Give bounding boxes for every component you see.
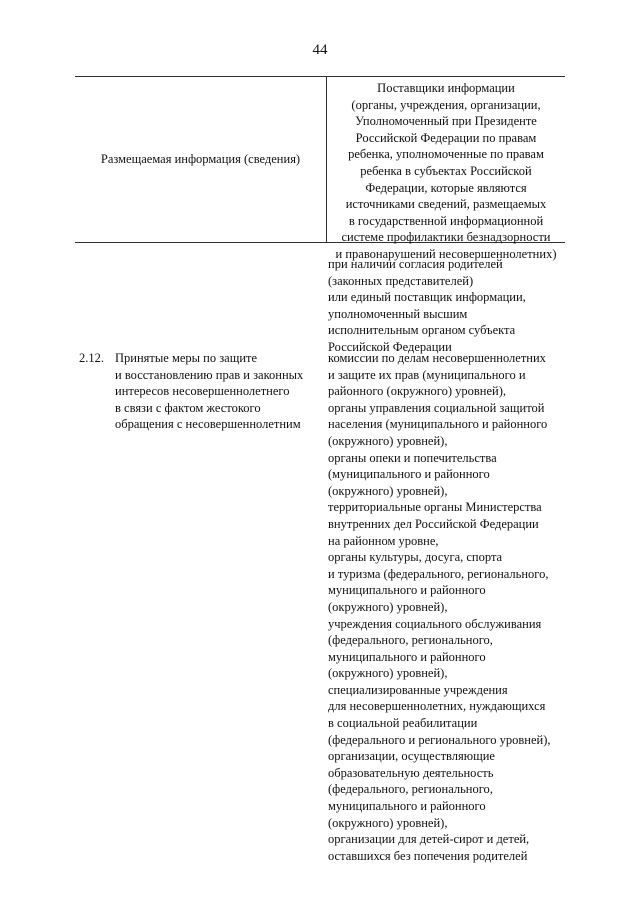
header-suppliers-line: Уполномоченный при Президенте [355, 114, 537, 129]
row-supplier-line: (федерального и регионального уровней), [328, 732, 551, 747]
continued-line: при наличии согласия родителей [328, 257, 503, 271]
header-suppliers-column [327, 80, 565, 263]
row-info-line: Принятые меры по защите [115, 351, 258, 365]
row-supplier-line: и туризма (федерального, регионального, [328, 566, 549, 581]
row-number: 2.12. [79, 351, 104, 365]
header-suppliers-line: (органы, учреждения, организации, [351, 97, 541, 112]
row-suppliers-text [328, 350, 568, 864]
header-info-label: Размещаемая информация (сведения) [100, 152, 301, 166]
row-supplier-line: организации для детей-сирот и детей, [328, 832, 530, 847]
header-suppliers-line: системе профилактики безнадзорности [341, 230, 551, 245]
row-info-text [115, 350, 320, 433]
continued-line: исполнительным органом субъекта [328, 323, 516, 338]
row-supplier-line: муниципального и районного [328, 583, 486, 598]
row-supplier-line: муниципального и районного [328, 649, 486, 664]
row-supplier-line: и защите их прав (муниципального и [328, 367, 526, 382]
row-supplier-line: органы опеки и попечительства [328, 450, 497, 465]
row-supplier-line: комиссии по делам несовершеннолетних [328, 351, 546, 365]
row-supplier-line: (федерального, регионального, [328, 782, 493, 797]
row-supplier-line: образовательную деятельность [328, 765, 494, 780]
row-supplier-line: оставшихся без попечения родителей [328, 848, 528, 863]
row-supplier-line: специализированные учреждения [328, 682, 508, 697]
continued-line: Российской Федерации [328, 339, 452, 354]
header-suppliers-line: источниками сведений, размещаемых [345, 197, 547, 212]
continued-line: (законных представителей) [328, 273, 474, 288]
row-supplier-line: учреждения социального обслуживания [328, 616, 542, 631]
header-suppliers-line: в государственной информационной [348, 213, 544, 228]
row-supplier-line: органы культуры, досуга, спорта [328, 550, 503, 565]
row-supplier-line: населения (муниципального и районного [328, 417, 548, 432]
continued-line: или единый поставщик информации, [328, 290, 526, 305]
row-info-line: интересов несовершеннолетнего [115, 384, 290, 399]
row-supplier-line: (окружного) уровней), [328, 666, 448, 681]
row-supplier-line: (окружного) уровней), [328, 599, 448, 614]
row-supplier-line: (муниципального и районного [328, 467, 490, 482]
header-suppliers-line: Федерации, которые являются [365, 180, 527, 195]
row-supplier-line: территориальные органы Министерства [328, 500, 542, 515]
header-info-column [75, 77, 326, 242]
row-info-line: в связи с фактом жестокого [115, 400, 261, 415]
header-suppliers-line: ребенка, уполномоченные по правам [348, 147, 544, 162]
row-supplier-line: районного (окружного) уровней), [328, 384, 507, 399]
row-info-line: и восстановлению прав и законных [115, 367, 304, 382]
header-suppliers-line: и правонарушений несовершеннолетних) [335, 246, 557, 261]
row-supplier-line: (окружного) уровней), [328, 433, 448, 448]
row-supplier-line: органы управления социальной защитой [328, 400, 545, 415]
row-supplier-line: в социальной реабилитации [328, 716, 478, 731]
row-supplier-line: (окружного) уровней), [328, 483, 448, 498]
header-suppliers-line: ребенка в субъектах Российской [360, 163, 532, 178]
row-info-line: обращения с несовершеннолетним [115, 417, 301, 432]
row-supplier-line: для несовершеннолетних, нуждающихся [328, 699, 546, 714]
row-supplier-line: внутренних дел Российской Федерации [328, 516, 539, 531]
table-header [75, 76, 565, 261]
row-supplier-line: на районном уровне, [328, 533, 439, 548]
continued-line: уполномоченный высшим [328, 306, 468, 321]
row-supplier-line: организации, осуществляющие [328, 749, 495, 764]
page-number: 44 [312, 42, 328, 58]
row-supplier-line: муниципального и районного [328, 799, 486, 814]
header-suppliers-line: Поставщики информации [377, 81, 515, 95]
row-supplier-line: (окружного) уровней), [328, 815, 448, 830]
header-suppliers-line: Российской Федерации по правам [355, 130, 537, 145]
row-supplier-line: (федерального, регионального, [328, 633, 493, 648]
continued-suppliers-text [328, 256, 526, 356]
